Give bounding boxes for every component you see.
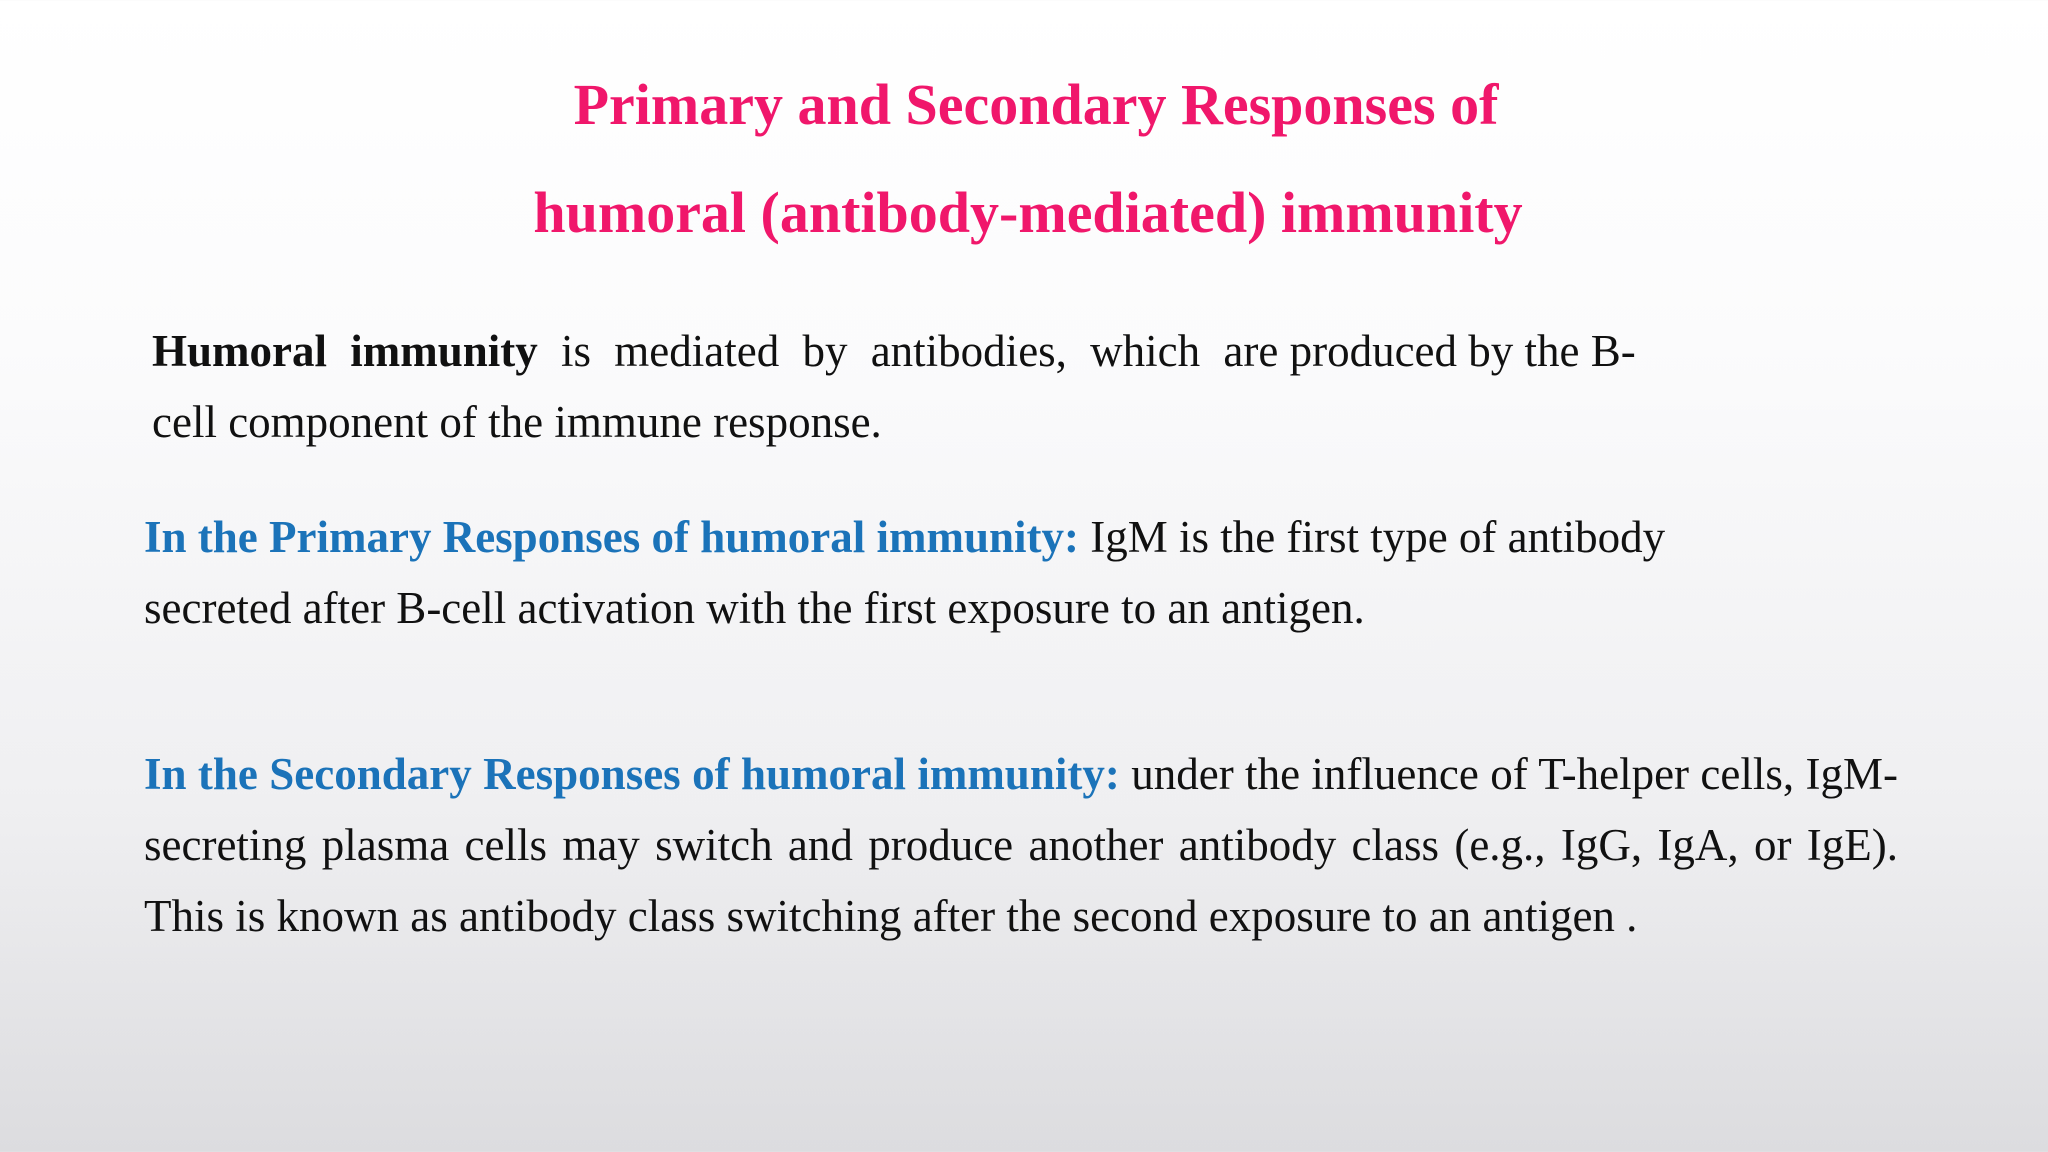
primary-response-paragraph [144, 502, 1884, 644]
primary-text-line-1: IgM is the first type of antibody [1078, 512, 1666, 562]
intro-text-part2: are produced by the B- [1223, 326, 1636, 376]
primary-text-line-2: secreted after B-cell activation with the first exposure to an antigen. [144, 583, 1365, 633]
intro-paragraph [152, 316, 1832, 458]
intro-line-1 [152, 316, 1832, 387]
intro-term: Humoral immunity [152, 326, 538, 376]
secondary-response-paragraph [144, 739, 1898, 952]
slide-title-line-1: Primary and Secondary Responses of [573, 72, 1499, 137]
secondary-heading: In the Secondary Responses of humoral immunity: [144, 749, 1120, 799]
secondary-text: under the influence of T-helper cells, IgM-secreting plasma cells may switch and produce another antibody class (e.g., IgG, IgA, or IgE). This is known as antibody class switching after the second exposure to an antigen . [144, 749, 1898, 941]
slide-title-line-2: humoral (antibody-mediated) immunity [533, 180, 1523, 245]
primary-heading: In the Primary Responses of humoral immunity: [144, 512, 1079, 562]
intro-line-2: cell component of the immune response. [152, 397, 882, 447]
intro-text-part1: is mediated by antibodies, which [537, 326, 1224, 376]
primary-line-1 [144, 502, 1884, 573]
